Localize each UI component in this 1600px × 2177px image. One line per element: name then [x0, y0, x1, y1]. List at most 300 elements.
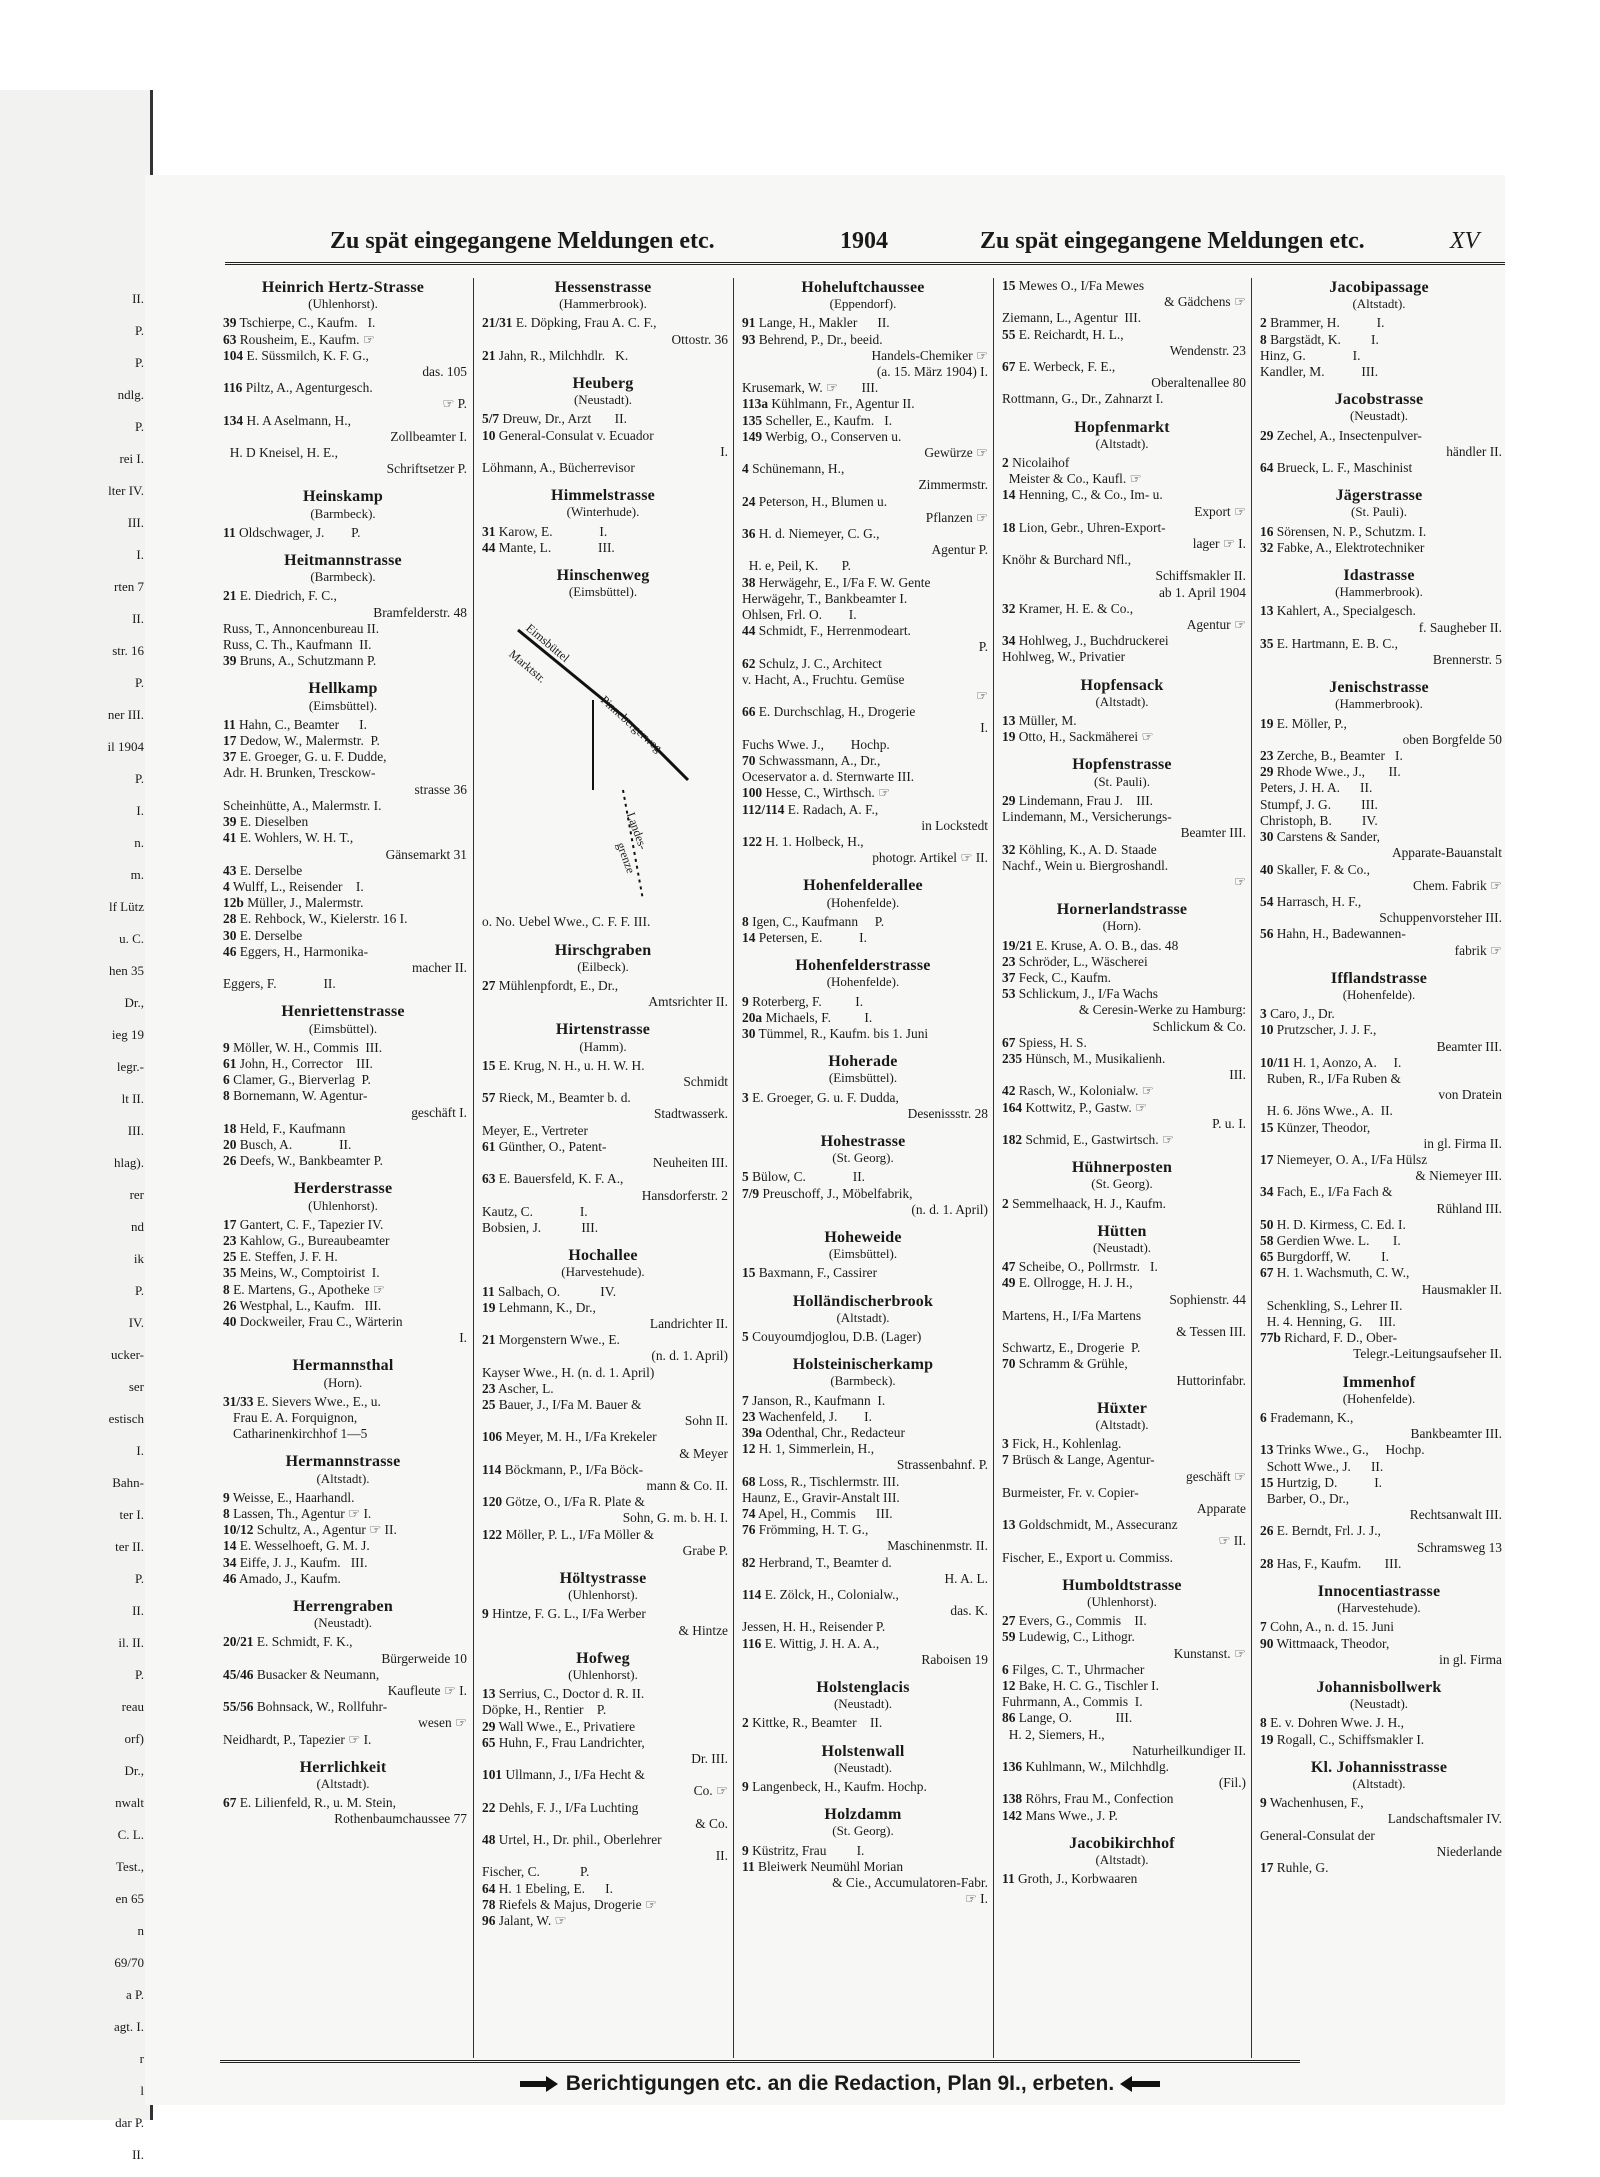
district-label: (Eilbeck).: [577, 958, 629, 974]
entry-text: Nachf., Wein u. Biergroshandl.: [1002, 857, 1169, 873]
entry-text: Kühlmann, Fr., Agentur II.: [771, 396, 915, 412]
entry-text: Amtsrichter II.: [648, 994, 728, 1010]
directory-entry: [1252, 444, 1506, 460]
directory-entry: [1252, 878, 1506, 894]
entry-text: Wendenstr. 23: [1169, 342, 1246, 358]
entry-text: Amado, J., Kaufm.: [239, 1570, 341, 1586]
directory-entry: [1252, 1136, 1506, 1152]
house-number: 9: [742, 993, 749, 1009]
directory-entry: [994, 1469, 1250, 1485]
margin-fragment: II.: [132, 1603, 144, 1618]
district-label: (Horn).: [323, 1374, 363, 1390]
entry-text: E. Kruse, A. O. B., das. 48: [1035, 937, 1179, 953]
directory-entry: [215, 1265, 471, 1281]
district-label: (Hohenfelde).: [1342, 1390, 1416, 1406]
house-number: 8: [223, 1506, 230, 1522]
directory-entry: [734, 429, 992, 445]
directory-entry: [734, 720, 992, 736]
directory-entry: [474, 1300, 732, 1316]
street-heading: Holstenwall: [821, 1742, 905, 1760]
directory-entry: [734, 1506, 992, 1522]
entry-text: Mewes O., I/Fa Mewes: [1018, 278, 1145, 293]
directory-entry: [994, 1710, 1250, 1726]
directory-entry: [994, 601, 1250, 617]
district-label: (Eimsbüttel).: [568, 584, 638, 600]
house-number: 50: [1260, 1216, 1274, 1232]
directory-entry: [994, 713, 1250, 729]
entry-text: H. 1, Aonzo, A. I.: [1293, 1054, 1402, 1070]
house-number: 10/12: [223, 1522, 254, 1538]
entry-text: Caro, J., Dr.: [1270, 1006, 1335, 1022]
district-label: (Hohenfelde).: [826, 974, 900, 990]
entry-text: E. Döpking, Frau A. C. F.,: [515, 315, 657, 331]
entry-text: Agentur P.: [931, 542, 988, 558]
directory-entry: [1252, 1298, 1506, 1314]
directory-entry: [994, 1694, 1250, 1710]
entry-text: Mühlenpfordt, E., Dr.,: [498, 978, 619, 994]
directory-entry: [215, 1651, 471, 1667]
entry-text: Niederlande: [1436, 1843, 1502, 1859]
house-number: 27: [1002, 1613, 1016, 1629]
entry-text: Löhmann, A., Bücherrevisor: [482, 460, 635, 476]
house-number: 63: [482, 1171, 496, 1187]
house-number: 56: [1260, 926, 1274, 942]
entry-text: Lindemann, Frau J. III.: [1018, 792, 1153, 808]
margin-fragment: l: [140, 2083, 144, 2098]
header-left-title: Zu spät eingegangene Meldungen etc.: [330, 228, 715, 254]
house-number: 25: [482, 1396, 496, 1412]
header-year: 1904: [840, 228, 888, 254]
entry-text: Gerdien Wwe. L. I.: [1276, 1232, 1401, 1248]
entry-text: Stumpf, J. G. III.: [1260, 796, 1378, 812]
entry-text: Clamer, G., Bierverlag P.: [233, 1072, 371, 1088]
entry-text: Schröder, L., Wäscherei: [1018, 953, 1148, 969]
house-number: 19: [1260, 1731, 1274, 1747]
directory-entry: [994, 278, 1250, 294]
directory-entry: [1252, 1152, 1506, 1168]
entry-text: Brennerstr. 5: [1432, 652, 1502, 668]
margin-fragment: rten 7: [114, 579, 144, 594]
entry-text: Kramer, H. E. & Co.,: [1018, 600, 1134, 616]
entry-text: Bargstädt, K. I.: [1270, 331, 1379, 347]
directory-entry: [215, 1426, 471, 1442]
street-heading: Hohestrasse: [820, 1132, 906, 1150]
entry-text: Zollbeamter I.: [390, 428, 467, 444]
street-heading: Hohenfelderstrasse: [795, 957, 931, 975]
directory-entry: [734, 930, 992, 946]
entry-text: Karow, E. I.: [498, 523, 608, 539]
directory-entry: [734, 834, 992, 850]
directory-entry: [1252, 1426, 1506, 1442]
entry-text: (n. d. 1. April): [911, 1201, 988, 1217]
margin-fragment: lt II.: [121, 1091, 144, 1106]
house-number: 16: [1260, 523, 1274, 539]
directory-entry: [474, 1090, 732, 1106]
entry-text: H. 1. Wachsmuth, C. W.,: [1276, 1265, 1410, 1281]
directory-entry: [734, 348, 992, 364]
adjacent-page-edge: [0, 90, 153, 2162]
entry-text: Jahn, R., Milchhdlr. K.: [498, 347, 629, 363]
house-number: 34: [223, 1554, 237, 1570]
directory-entry: [734, 1587, 992, 1603]
page-header: [220, 228, 1510, 258]
directory-entry: [994, 1743, 1250, 1759]
entry-text: Rhode Wwe., J., II.: [1276, 764, 1401, 780]
entry-text: geschäft ☞: [1186, 1468, 1246, 1484]
directory-entry: [215, 1667, 471, 1683]
entry-text: H. 6. Jöns Wwe., A. II.: [1260, 1103, 1393, 1119]
entry-text: Schmidt: [683, 1074, 728, 1090]
street-heading: Hofweg: [576, 1649, 630, 1667]
directory-entry: [474, 1381, 732, 1397]
margin-fragment: P.: [134, 1667, 144, 1682]
directory-entry: [734, 753, 992, 769]
entry-text: Otto, H., Sackmäherei ☞: [1018, 729, 1154, 745]
house-number: 55: [1002, 326, 1016, 342]
street-heading: Hopfenstrasse: [1072, 756, 1172, 774]
directory-entry: [994, 520, 1250, 536]
street-heading: Hirschgraben: [554, 941, 652, 959]
entry-text: Bake, H. C. G., Tischler I.: [1018, 1678, 1159, 1694]
margin-fragment: ucker-: [111, 1347, 144, 1362]
directory-entry: [215, 1217, 471, 1233]
street-heading: Hopfensack: [1080, 676, 1164, 694]
directory-entry: [1252, 829, 1506, 845]
directory-entry: [734, 1090, 992, 1106]
house-number: 2: [742, 1715, 749, 1731]
directory-entry: [474, 1913, 732, 1929]
house-number: 14: [1002, 487, 1016, 503]
directory-entry: [215, 717, 471, 733]
directory-entry: [215, 911, 471, 927]
directory-entry: [215, 1137, 471, 1153]
house-number: 39: [223, 315, 237, 331]
entry-text: Sohn II.: [684, 1413, 728, 1429]
header-rule: [225, 262, 1505, 265]
margin-fragment: ndlg.: [117, 387, 144, 402]
directory-entry: [474, 1897, 732, 1913]
entry-text: das. K.: [950, 1603, 988, 1619]
directory-entry: [215, 1410, 471, 1426]
directory-entry: [474, 1478, 732, 1494]
district-label: (Barmbeck).: [310, 505, 376, 521]
street-heading: Hermannsthal: [292, 1357, 394, 1375]
entry-text: & Meyer: [679, 1445, 728, 1461]
directory-entry: [1252, 1022, 1506, 1038]
directory-entry: [1252, 894, 1506, 910]
directory-entry: [474, 332, 732, 348]
entry-text: Russ, T., Annoncenbureau II.: [223, 620, 380, 636]
margin-fragment: r: [139, 2051, 144, 2066]
entry-text: Herbrand, T., Beamter d.: [758, 1554, 892, 1570]
directory-entry: [994, 487, 1250, 503]
directory-entry: [734, 542, 992, 558]
entry-text: Fischer, E., Export u. Commiss.: [1002, 1549, 1173, 1565]
pointing-hand-left-icon: [1120, 2075, 1160, 2093]
district-label: (Altstadt).: [1095, 1852, 1149, 1868]
directory-entry: [215, 879, 471, 895]
directory-entry: [1252, 620, 1506, 636]
directory-entry: [1252, 732, 1506, 748]
entry-text: Strassenbahnf. P.: [896, 1457, 988, 1473]
entry-text: E. Schmidt, F. K.,: [256, 1634, 353, 1650]
house-number: 21: [482, 1332, 496, 1348]
street-heading: Jacobikirchhof: [1069, 1834, 1175, 1852]
entry-text: Co. ☞: [693, 1783, 728, 1799]
directory-entry: [734, 1619, 992, 1635]
house-number: 9: [482, 1606, 489, 1622]
street-heading: Hühnerposten: [1071, 1159, 1173, 1177]
house-number: 59: [1002, 1629, 1016, 1645]
directory-entry: [734, 1538, 992, 1554]
directory-entry: [994, 568, 1250, 584]
directory-entry: [1252, 1523, 1506, 1539]
entry-text: Fach, E., I/Fa Fach &: [1276, 1184, 1393, 1200]
street-heading: Humboldtstrasse: [1062, 1576, 1182, 1594]
house-number: 66: [742, 704, 756, 720]
footer-note: [460, 2072, 1220, 2096]
directory-entry: [734, 494, 992, 510]
house-number: 35: [223, 1265, 237, 1281]
entry-text: Herwägehr, E., I/Fa F. W. Gente: [758, 574, 931, 590]
directory-entry: [994, 1275, 1250, 1291]
margin-fragment: II.: [132, 611, 144, 626]
entry-text: Zimmermstr.: [918, 477, 988, 493]
directory-entry: [1252, 652, 1506, 668]
entry-text: Scheibe, O., Pollrmstr. I.: [1018, 1259, 1158, 1275]
entry-text: Westphal, L., Kaufm. III.: [239, 1297, 382, 1313]
entry-text: Hansdorferstr. 2: [641, 1187, 728, 1203]
house-number: 39a: [742, 1425, 763, 1440]
entry-text: Has, F., Kaufm. III.: [1276, 1555, 1402, 1571]
entry-text: ☞ II.: [1218, 1533, 1246, 1549]
directory-entry: [474, 1171, 732, 1187]
entry-text: E. Bauersfeld, K. F. A.,: [498, 1171, 624, 1187]
entry-text: Christoph, B. IV.: [1260, 812, 1378, 828]
map-label: Pinnebergerweg: [597, 693, 666, 756]
house-number: 18: [1002, 519, 1016, 535]
entry-text: Beamter III.: [1436, 1038, 1502, 1054]
directory-entry: [994, 1116, 1250, 1132]
entry-text: Maschinenmstr. II.: [887, 1538, 988, 1554]
entry-text: Prutzscher, J. J. F.,: [1276, 1022, 1377, 1038]
entry-text: Sörensen, N. P., Schutzm. I.: [1276, 523, 1427, 539]
directory-entry: [734, 413, 992, 429]
street-heading: Heuberg: [572, 375, 634, 393]
directory-entry: [734, 1010, 992, 1026]
entry-text: Brüsch & Lange, Agentur-: [1012, 1452, 1155, 1468]
entry-text: Ullmann, J., I/Fa Hecht &: [505, 1767, 645, 1783]
entry-text: Dehls, F. J., I/Fa Luchting: [498, 1799, 639, 1815]
house-number: 15: [482, 1057, 496, 1073]
entry-text: Kaufleute ☞ I.: [387, 1683, 467, 1699]
entry-text: Oldschwager, J. P.: [239, 524, 361, 540]
house-number: 43: [223, 862, 237, 878]
house-number: 9: [223, 1489, 230, 1505]
street-heading: Hellkamp: [308, 680, 378, 698]
directory-entry: [994, 1324, 1250, 1340]
entry-text: Hahn, H., Badewannen-: [1276, 926, 1406, 942]
entry-text: E. Sievers Wwe., E., u.: [256, 1393, 381, 1409]
entry-text: Werbig, O., Conserven u.: [765, 428, 902, 444]
house-number: 9: [223, 1039, 230, 1055]
entry-text: Fischer, C. P.: [482, 1864, 590, 1880]
directory-entry: [1252, 1507, 1506, 1523]
margin-fragment: hen 35: [108, 963, 144, 978]
house-number: 134: [223, 412, 244, 428]
house-number: 6: [1260, 1410, 1267, 1425]
entry-text: Wittmaack, Theodor,: [1276, 1635, 1390, 1651]
entry-text: Meins, W., Comptoirist I.: [239, 1265, 380, 1281]
directory-entry: [734, 591, 992, 607]
margin-fragment: ter I.: [119, 1507, 144, 1522]
directory-entry: [994, 1808, 1250, 1824]
entry-text: Schwartz, E., Drogerie P.: [1002, 1340, 1141, 1356]
house-number: 7: [742, 1392, 749, 1408]
directory-entry: [215, 1795, 471, 1811]
house-number: 15: [1260, 1119, 1274, 1135]
directory-entry: [994, 1646, 1250, 1662]
street-heading: Hermannstrasse: [285, 1453, 401, 1471]
entry-text: Möller, W. H., Commis III.: [233, 1039, 383, 1055]
directory-entry: [994, 842, 1250, 858]
directory-entry: [474, 1751, 732, 1767]
directory-entry: [1252, 1265, 1506, 1281]
district-label: (Altstadt).: [836, 1309, 890, 1325]
entry-text: E. Reichardt, H. L.,: [1018, 326, 1124, 342]
entry-text: Huttorinfabr.: [1176, 1372, 1246, 1388]
entry-text: Brammer, H. I.: [1270, 315, 1385, 331]
house-number: 100: [742, 785, 763, 801]
entry-text: Lassen, Th., Agentur ☞ I.: [233, 1506, 372, 1522]
entry-text: Igen, C., Kaufmann P.: [752, 913, 885, 929]
house-number: 27: [482, 978, 496, 994]
directory-entry: [474, 1139, 732, 1155]
margin-fragment: en 65: [115, 1891, 144, 1906]
entry-text: Künzer, Theodor,: [1276, 1119, 1371, 1135]
entry-text: E. Rehbock, W., Kielerstr. 16 I.: [239, 911, 408, 927]
directory-entry: [474, 1284, 732, 1300]
directory-entry: [1252, 1087, 1506, 1103]
directory-entry: [215, 1538, 471, 1554]
house-number: 9: [742, 1779, 749, 1795]
entry-text: Bohnsack, W., Rollfuhr-: [256, 1699, 388, 1715]
district-label: (Altstadt).: [1352, 296, 1406, 312]
house-number: 10: [1260, 1022, 1274, 1038]
directory-entry: [215, 782, 471, 798]
directory-entry: [215, 1040, 471, 1056]
house-number: 17: [223, 1216, 237, 1232]
entry-text: Schlickum & Co.: [1152, 1018, 1246, 1034]
directory-entry: [474, 1204, 732, 1220]
entry-text: H. 1 Ebeling, E. I.: [498, 1880, 613, 1896]
directory-entry: [474, 1155, 732, 1171]
entry-text: & Ceresin-Werke zu Hamburg:: [1078, 1002, 1246, 1018]
house-number: 32: [1002, 841, 1016, 857]
entry-text: Kottwitz, P., Gastw. ☞: [1025, 1099, 1148, 1115]
house-number: 18: [223, 1120, 237, 1136]
entry-text: E. Groeger, G. u. F. Dudda,: [752, 1089, 899, 1105]
directory-entry: [734, 1026, 992, 1042]
margin-fragment: ik: [133, 1251, 144, 1266]
house-number: 70: [742, 752, 756, 768]
house-number: 101: [482, 1767, 503, 1783]
entry-text: Eggers, H., Harmonika-: [239, 943, 369, 959]
entry-text: Küstritz, Frau I.: [752, 1842, 865, 1858]
house-number: 7/9: [742, 1185, 760, 1201]
entry-text: ab 1. April 1904: [1158, 584, 1246, 600]
house-number: 122: [482, 1526, 503, 1542]
directory-entry: [215, 1314, 471, 1330]
entry-text: Preuschoff, J., Möbelfabrik,: [762, 1185, 913, 1201]
directory-entry: [1252, 1795, 1506, 1811]
directory-entry: [474, 1429, 732, 1445]
house-number: 53: [1002, 986, 1016, 1002]
entry-text: Grabe P.: [682, 1542, 728, 1558]
directory-entry: [215, 1121, 471, 1137]
entry-text: Kahlow, G., Bureaubeamter: [239, 1232, 390, 1248]
directory-entry: [994, 1629, 1250, 1645]
house-number: 23: [1002, 953, 1016, 969]
directory-entry: [474, 1446, 732, 1462]
house-number: 17: [223, 733, 237, 749]
directory-entry: [215, 525, 471, 541]
entry-text: Schuppenvorsteher III.: [1379, 910, 1502, 926]
map-label: Marktstr.: [506, 647, 549, 687]
house-number: 25: [223, 1249, 237, 1265]
margin-fragment: II.: [132, 291, 144, 306]
directory-entry: [215, 396, 471, 412]
directory-entry: [994, 1308, 1250, 1324]
house-number: 9: [742, 1842, 749, 1858]
directory-entry: [1252, 332, 1506, 348]
directory-entry: [1252, 1006, 1506, 1022]
entry-text: Hünsch, M., Musikalienh.: [1025, 1050, 1166, 1066]
entry-text: Günther, O., Patent-: [498, 1138, 607, 1154]
entry-text: Ascher, L.: [498, 1380, 554, 1396]
margin-fragment: dar P.: [115, 2115, 144, 2130]
footer-text: Berichtigungen etc. an die Redaction, Plan 9I., erbeten.: [565, 2072, 1115, 2095]
entry-text: Ludewig, C., Lithogr.: [1018, 1629, 1135, 1645]
entry-text: Gantert, C. F., Tapezier IV.: [239, 1216, 384, 1232]
entry-text: Busacker & Neumann,: [256, 1666, 380, 1682]
street-heading: Hoherade: [828, 1053, 898, 1071]
entry-text: Herwägehr, T., Bankbeamter I.: [742, 590, 908, 606]
entry-text: Apel, H., Commis III.: [758, 1506, 893, 1522]
house-number: 15: [1002, 278, 1016, 293]
entry-text: Neuheiten III.: [652, 1155, 728, 1171]
entry-text: Held, F., Kaufmann: [239, 1120, 346, 1136]
district-label: (Uhlenhorst).: [1087, 1594, 1157, 1610]
margin-fragment: Bahn-: [112, 1475, 144, 1490]
house-number: 28: [1260, 1555, 1274, 1571]
directory-entry: [994, 1100, 1250, 1116]
entry-text: Michaels, F. I.: [765, 1009, 873, 1025]
entry-text: (n. d. 1. April): [651, 1348, 728, 1364]
entry-text: ☞: [1233, 873, 1246, 889]
house-number: 96: [482, 1913, 496, 1929]
house-number: 10/11: [1260, 1054, 1290, 1070]
district-label: (Eppendorf).: [829, 296, 897, 312]
directory-entry: [215, 1522, 471, 1538]
directory-entry: [734, 818, 992, 834]
entry-text: Gänsemarkt 31: [385, 846, 467, 862]
entry-text: Sophienstr. 44: [1169, 1291, 1246, 1307]
entry-text: Lange, O. III.: [1018, 1710, 1133, 1726]
entry-text: Meyer, E., Vertreter: [482, 1122, 588, 1138]
directory-entry: [994, 343, 1250, 359]
entry-text: Tschierpe, C., Kaufm. I.: [239, 315, 376, 331]
